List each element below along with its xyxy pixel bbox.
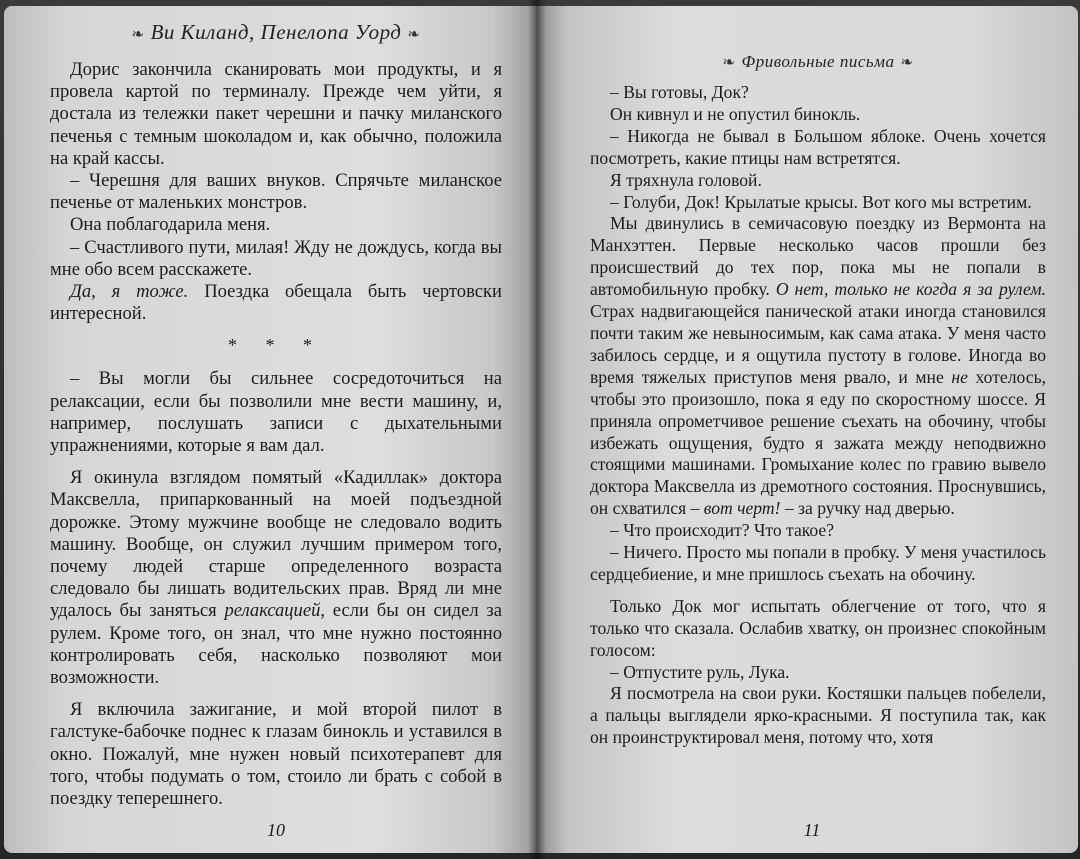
right-page bbox=[536, 6, 1078, 853]
ornament-right-icon: ❧ bbox=[407, 27, 421, 43]
text-run: Мы двинулись в семичасовую поездку из Вермонта на Манхэттен. Первые несколько часов прошли без происшествий до тех пор, пока мы не попали в автомобильную пробку. bbox=[590, 213, 1046, 300]
paragraph: – Ничего. Просто мы попали в пробку. У меня участилось сердцебиение, и мне пришлось съехать на обочину. bbox=[590, 542, 1046, 584]
paragraph: Она поблагодарила меня. bbox=[70, 214, 271, 236]
running-head-authors bbox=[50, 20, 502, 45]
italic-text: О нет, только не когда я за рулем. bbox=[775, 279, 1046, 300]
paragraph: – Никогда не бывал в Большом яблоке. Очень хочется посмотреть, какие птицы нам встретятся. bbox=[590, 125, 1046, 168]
ornament-left-icon: ❧ bbox=[722, 55, 736, 71]
scene-break: * * * bbox=[228, 335, 324, 356]
paragraph: – Вы могли бы сильнее сосредоточиться на релаксации, если бы позволили мне вести машину, и, например, послушать записи с дыхательными упражнениями, которые я вам дал. bbox=[50, 368, 502, 457]
right-page-text bbox=[590, 82, 1046, 749]
page-number-left: 10 bbox=[267, 820, 285, 840]
text-run: хотелось, чтобы это произошло, пока я еду по скоростному шоссе. Я приняла опрометчивое решение съехать на обочину, чтобы избежать ощущения, будто я зажата между неподвижно стоящими машинами. Громыхание колес по гравию вывело доктора Максвелла из дремотного состояния. Проснувшись, он схватился – bbox=[590, 366, 1046, 519]
text-run: Я окинула взглядом помятый «Кадиллак» доктора Максвелла, припаркованный на моей подъездной дорожке. Этому мужчине вообще не следовало водить машину. Вообще, он служил лучшим примером того, почему людей старше определенного возраста следовало бы лишать водительских прав. Вряд ли мне удалось бы заняться bbox=[50, 467, 502, 622]
paragraph: Только Док мог испытать облегчение от того, что я только что сказала. Ослабив хватку, он произнес спокойным голосом: bbox=[590, 595, 1046, 660]
paragraph bbox=[590, 213, 1046, 520]
text-run: Поездка обещала быть чертовски интересной. bbox=[50, 281, 502, 325]
paragraph: – Отпустите руль, Лука. bbox=[610, 661, 790, 682]
text-run: , если бы он сидел за рулем. Кроме того, он знал, что мне нужно постоянно контролировать себя, насколько позволяют мои возможности. bbox=[50, 600, 502, 689]
text-run: – за ручку над дверью. bbox=[780, 498, 955, 519]
text-run: Страх надвигающейся панической атаки иногда становился почти таким же невыносимым, как сама атака. У меня часто забилось сердце, и я ощутила пустоту в голове. Иногда во время тяжелых приступов меня рвало, и мне bbox=[590, 301, 1046, 387]
paragraph: Я тряхнула головой. bbox=[610, 169, 762, 190]
italic-text: вот черт! bbox=[703, 498, 781, 519]
page-number-right: 11 bbox=[803, 820, 821, 840]
paragraph bbox=[50, 467, 502, 689]
paragraph: Он кивнул и не опустил бинокль. bbox=[610, 103, 861, 124]
running-head-title bbox=[590, 52, 1046, 72]
left-page-text bbox=[50, 59, 502, 810]
italic-text: Да, я тоже. bbox=[70, 281, 189, 303]
running-head-text: Ви Киланд, Пенелопа Уорд bbox=[150, 20, 402, 44]
ornament-left-icon: ❧ bbox=[131, 27, 145, 43]
paragraph: – Что происходит? Что такое? bbox=[610, 520, 835, 541]
italic-text: не bbox=[951, 366, 968, 387]
italic-text: релаксацией bbox=[224, 600, 321, 622]
ornament-right-icon: ❧ bbox=[900, 55, 914, 71]
paragraph: – Черешня для ваших внуков. Спрячьте миланское печенье от маленьких монстров. bbox=[50, 170, 502, 214]
paragraph: – Голуби, Док! Крылатые крысы. Вот кого мы встретим. bbox=[610, 191, 1032, 212]
left-page bbox=[4, 6, 536, 853]
paragraph: Дорис закончила сканировать мои продукты, и я провела картой по терминалу. Прежде чем уйти, я достала из тележки пакет черешни и пачку миланского печенья с темным шоколадом и, как обычно, положила на край кассы. bbox=[50, 59, 502, 169]
paragraph: – Счастливого пути, милая! Жду не дождусь, когда вы мне обо всем расскажете. bbox=[50, 236, 502, 280]
paragraph bbox=[50, 281, 502, 325]
running-head-text: Фривольные письма bbox=[741, 52, 895, 71]
paragraph: Я посмотрела на свои руки. Костяшки пальцев побелели, а пальцы выглядели ярко-красными. Я поступила так, как он проинструктировал меня, потому что, хотя bbox=[590, 683, 1046, 748]
paragraph: Я включила зажигание, и мой второй пилот в галстуке-бабочке поднес к глазам бинокль и уставился в окно. Пожалуй, мне нужен новый психотерапевт для того, чтобы подумать о том, стоило ли брать с собой в поездку теперешнего. bbox=[50, 699, 502, 810]
paragraph: – Вы готовы, Док? bbox=[610, 82, 749, 102]
